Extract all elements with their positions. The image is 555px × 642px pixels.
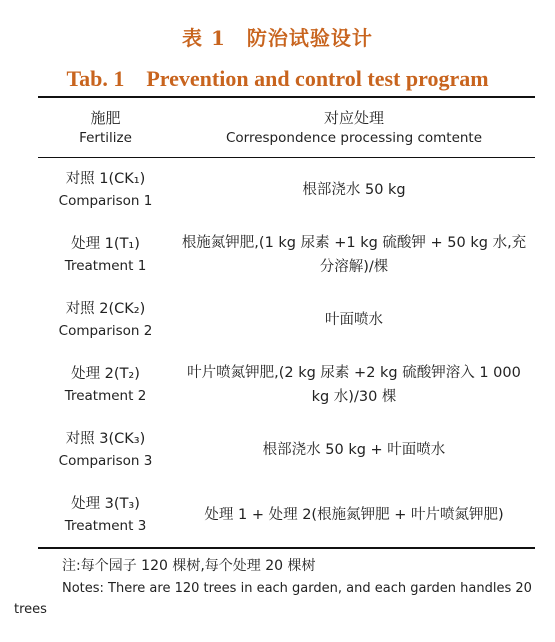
row-label — [38, 222, 173, 287]
header-fertilize-cn: 施肥 — [90, 109, 121, 127]
row-treatment-text: 叶面喷水 — [325, 311, 383, 328]
row-label-cn: 对照 3(CK₃) — [65, 430, 146, 447]
table-title-chinese: 表 1 防治试验设计 — [182, 26, 373, 50]
row-treatment — [173, 222, 535, 287]
header-processing-en: Correspondence processing comtente — [225, 130, 483, 146]
row-treatment — [173, 157, 535, 222]
row-label-en: Comparison 1 — [58, 192, 153, 209]
table-row — [38, 157, 535, 222]
header-processing-cn: 对应处理 — [323, 109, 384, 127]
row-label-en: Treatment 3 — [64, 517, 147, 534]
row-label-en: Comparison 3 — [58, 452, 153, 469]
row-label-cn: 对照 1(CK₁) — [65, 170, 146, 187]
row-label — [38, 157, 173, 222]
row-label — [38, 352, 173, 417]
row-treatment-text: 根部浇水 50 kg — [302, 181, 406, 198]
row-label — [38, 417, 173, 482]
table-row — [38, 352, 535, 417]
header-fertilize-en: Fertilize — [79, 130, 132, 146]
row-label-cn: 处理 1(T₁) — [71, 235, 140, 252]
table-top-rule — [38, 96, 535, 98]
row-label-cn: 处理 3(T₃) — [71, 495, 140, 512]
row-label — [38, 482, 173, 547]
note-english: Notes: There are 120 trees in each garden, and each garden handles 20 trees — [14, 581, 532, 617]
row-treatment — [173, 287, 535, 352]
table-row — [38, 222, 535, 287]
row-label-en: Treatment 2 — [64, 387, 147, 404]
header-fertilize — [38, 108, 173, 148]
table-bottom-rule — [38, 547, 535, 549]
note-chinese: 注:每个园子 120 棵树,每个处理 20 棵树 — [62, 558, 316, 574]
row-treatment-text: 根施氮钾肥,(1 kg 尿素 +1 kg 硫酸钾 + 50 kg 水,充分溶解)/棵 — [181, 234, 527, 275]
header-processing — [173, 108, 535, 148]
row-label-cn: 处理 2(T₂) — [71, 365, 140, 382]
table-row — [38, 287, 535, 352]
row-treatment-text: 叶片喷氮钾肥,(2 kg 尿素 +2 kg 硫酸钾溶入 1 000 kg 水)/30 棵 — [187, 364, 521, 405]
row-treatment — [173, 417, 535, 482]
row-label-en: Comparison 2 — [58, 322, 153, 339]
row-treatment — [173, 352, 535, 417]
table-title-english: Tab. 1 Prevention and control test program — [66, 66, 489, 91]
row-label — [38, 287, 173, 352]
row-treatment-text: 处理 1 + 处理 2(根施氮钾肥 + 叶片喷氮钾肥) — [204, 506, 504, 523]
row-label-en: Treatment 1 — [64, 257, 147, 274]
table-row — [38, 417, 535, 482]
row-label-cn: 对照 2(CK₂) — [65, 300, 146, 317]
row-treatment-text: 根部浇水 50 kg + 叶面喷水 — [262, 441, 446, 458]
row-treatment — [173, 482, 535, 547]
table-row — [38, 482, 535, 547]
